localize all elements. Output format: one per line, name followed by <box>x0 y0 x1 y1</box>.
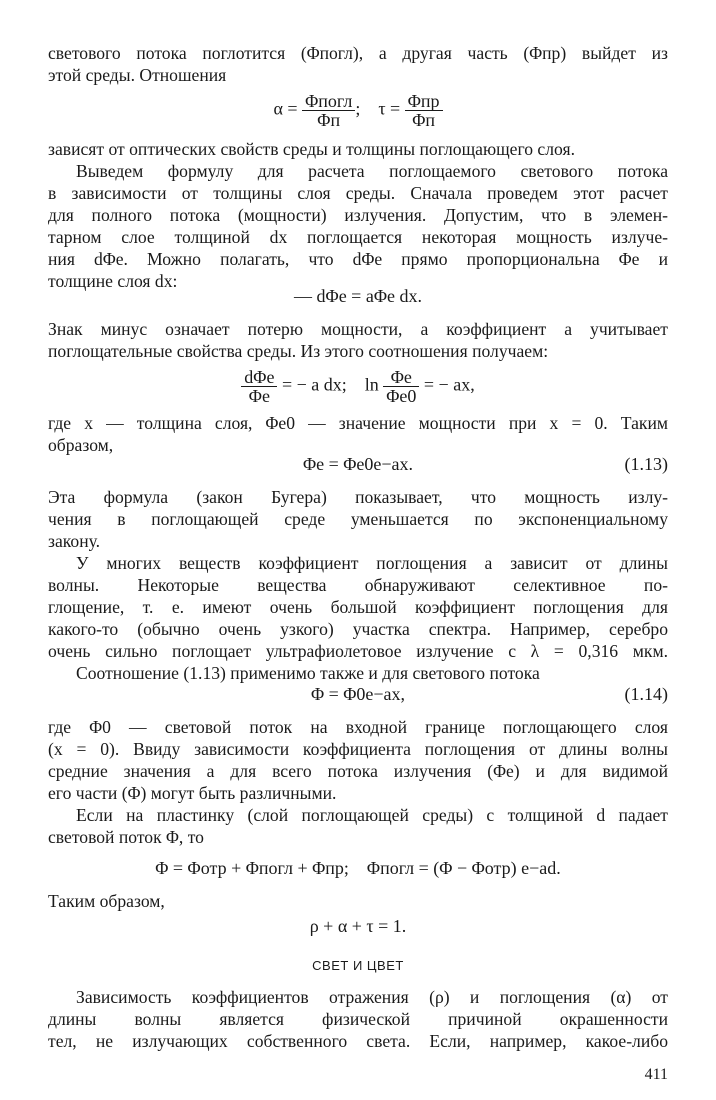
formula-flux-balance <box>0 856 716 880</box>
text-line: длины волны является физической причиной окрашенности <box>48 1009 668 1029</box>
page-number: 411 <box>644 1066 668 1083</box>
fraction-numerator: Φпр <box>405 92 443 111</box>
section-heading: СВЕТ И ЦВЕТ <box>312 958 404 973</box>
fraction-denominator: Φe <box>248 386 270 406</box>
text-line: тарном слое толщиной dx поглощается некоторая мощность излуче- <box>48 227 668 247</box>
text-line: очень сильно поглощает ультрафиолетовое излучение с λ = 0,316 мкм. <box>48 641 668 661</box>
text-line: этой среды. Отношения <box>48 65 227 85</box>
text-line: какого-то (обычно очень узкого) участка спектра. Например, серебро <box>48 619 668 639</box>
text-line: световой поток Φ, то <box>48 827 204 847</box>
fraction-numerator: dΦe <box>241 368 277 387</box>
ratio-fraction <box>241 368 277 405</box>
ratio-rhs: = − a dx; <box>281 374 347 395</box>
fraction-numerator: Φпогл <box>302 92 355 111</box>
text-line: волны. Некоторые вещества обнаруживают селективное по- <box>48 575 668 595</box>
text-line: Эта формула (закон Бугера) показывает, что мощность излу- <box>48 487 668 507</box>
alpha-fraction <box>302 92 355 129</box>
text-line: для полного потока (мощности) излучения. Допустим, что в элемен- <box>48 205 668 225</box>
text-line: где Φ0 — световой поток на входной границе поглощающего слоя <box>48 717 668 737</box>
text-line: светового потока поглотится (Φпогл), а другая часть (Φпр) выйдет из <box>48 43 668 63</box>
formula-1-14: Φ = Φ0e−ax, <box>310 684 406 704</box>
text-line: чения в поглощающей среде уменьшается по экспоненциальному <box>48 509 668 529</box>
equation-number: (1.13) <box>624 454 668 474</box>
paragraph-start: У многих веществ коэффициент поглощения a зависит от длины <box>76 553 668 573</box>
text-line: тел, не излучающих собственного света. Если, например, какое-либо <box>48 1031 668 1051</box>
flux-balance: Φ = Φотр + Φпогл + Φпр; <box>155 858 349 878</box>
text-line: ния dΦe. Можно полагать, что dΦe прямо пропорциональна Φe и <box>48 249 668 269</box>
ln-label: ln <box>364 374 379 395</box>
paragraph-start: Если на пластинку (слой поглощающей среды) с толщиной d падает <box>76 805 668 825</box>
text-line: Знак минус означает потерю мощности, а коэффициент a учитывает <box>48 319 668 339</box>
fraction-numerator: Φe <box>383 368 419 387</box>
text-line: толщине слоя dx: <box>48 271 178 291</box>
ln-fraction <box>383 368 419 405</box>
text-line: закону. <box>48 531 101 551</box>
formula-ratio-ln <box>0 368 716 405</box>
fraction-denominator: Φe0 <box>386 386 417 406</box>
paragraph-start: Соотношение (1.13) применимо также и для светового потока <box>76 663 540 683</box>
text-line: глощение, т. е. имеют очень большой коэффициент поглощения для <box>48 597 668 617</box>
flux-absorbed: Φпогл = (Φ − Φотр) e−ad. <box>366 858 561 878</box>
alpha-lhs: α = <box>273 98 298 119</box>
text-line: где x — толщина слоя, Φe0 — значение мощности при x = 0. Таким <box>48 413 668 433</box>
paragraph-start: Зависимость коэффициентов отражения (ρ) и поглощения (α) от <box>76 987 668 1007</box>
text-line: образом, <box>48 435 114 455</box>
text-line: поглощательные свойства среды. Из этого соотношения получаем: <box>48 341 549 361</box>
formula-alpha-tau: α = $\frac{\text{Φпогл}}{\Phi п}$ ; τ = $\frac{\text{Φпр}}{\Phi п}$ <box>0 92 716 129</box>
fraction-denominator: Φп <box>412 110 436 130</box>
text-line: его части (Φ) могут быть различными. <box>48 783 337 803</box>
text-line: (x = 0). Ввиду зависимости коэффициента поглощения от длины волны <box>48 739 668 759</box>
text-line: средние значения a для всего потока излучения (Φe) и для видимой <box>48 761 668 781</box>
paragraph-start: Выведем формулу для расчета поглощаемого светового потока <box>76 161 668 181</box>
text-line: в зависимости от толщины слоя среды. Сначала проведем этот расчет <box>48 183 668 203</box>
tau-fraction <box>405 92 443 129</box>
formula-differential: — dΦe = aΦe dx. <box>294 286 422 306</box>
ln-rhs: = − ax, <box>423 374 475 395</box>
text-line: Таким образом, <box>48 891 165 911</box>
formula-sum-rule: ρ + α + τ = 1. <box>309 916 407 936</box>
text-line: зависят от оптических свойств среды и толщины поглощающего слоя. <box>48 139 575 159</box>
formula-1-13: Φe = Φe0e−ax. <box>302 454 414 474</box>
fraction-denominator: Φп <box>317 110 341 130</box>
tau-lhs: τ = <box>378 98 401 119</box>
equation-number: (1.14) <box>624 684 668 704</box>
